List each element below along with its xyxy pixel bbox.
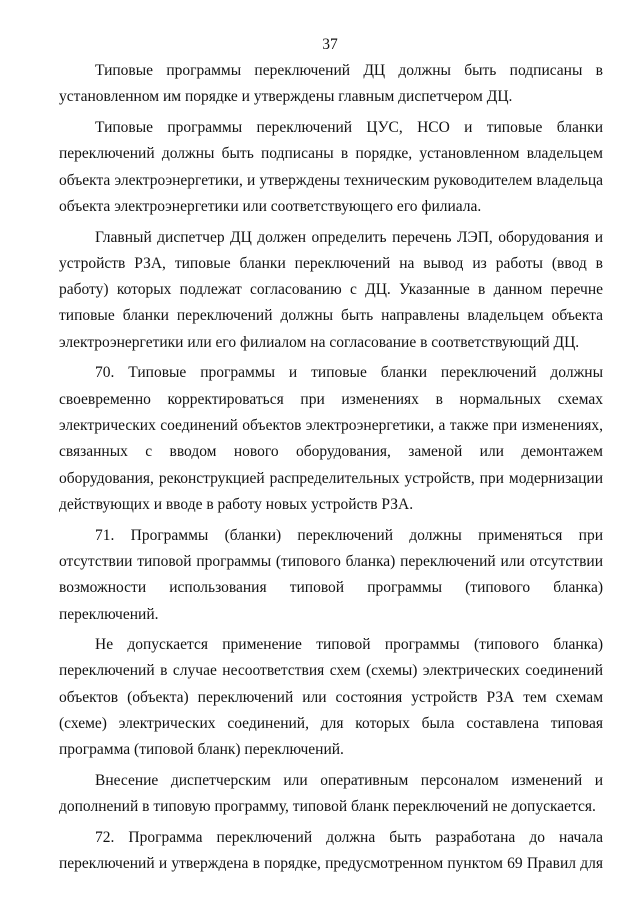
page-number: 37 [322, 36, 338, 53]
paragraph-item-70: 70. Типовые программы и типовые бланки переключений должны своевременно корректироваться при изменениях в нормальных схемах электрических соединений объектов электроэнергетики, а также при изменениях, связанных с вводом нового оборудования, заменой или демонтажем оборудования, реконструкцией распределительных устройств, при модернизации действующих и вводе в работу новых устройств РЗА. [59, 364, 603, 513]
document-body [59, 58, 603, 882]
paragraph-chief-dispatcher-list: Главный диспетчер ДЦ должен определить перечень ЛЭП, оборудования и устройств РЗА, типовые бланки переключений на вывод из работы (ввод в работу) которых подлежат согласованию с ДЦ. Указанные в данном перечне типовые бланки переключений должны быть направлены владельцем объекта электроэнергетики или его филиалом на согласование в соответствующий ДЦ. [59, 228, 603, 351]
paragraph-not-allowed-use: Не допускается применение типовой программы (типового бланка) переключений в случае несоответствия схем (схемы) электрических соединений объектов (объекта) переключений или состояния устройств РЗА тем схемам (схеме) электрических соединений, для которых была составлена типовая программа (типовой бланк) переключений. [59, 636, 603, 759]
paragraph-cus-nso-programs-approval: Типовые программы переключений ЦУС, НСО и типовые бланки переключений должны быть подписаны в порядке, установленном владельцем объекта электроэнергетики, и утверждены техническим руководителем владельца объекта электроэнергетики или соответствующего его филиала. [59, 118, 603, 215]
paragraph-item-71: 71. Программы (бланки) переключений должны применяться при отсутствии типовой программы (типового бланка) переключений или отсутствии возможности использования типовой программы (типового бланка) переключений. [59, 526, 603, 623]
paragraph-changes-not-allowed: Внесение диспетчерским или оперативным персоналом изменений и дополнений в типовую программу, типовой бланк переключений не допускается. [59, 772, 603, 816]
paragraph-item-72: 72. Программа переключений должна быть разработана до начала переключений и утверждена в порядке, предусмотренном пунктом 69 Правил для [59, 829, 603, 873]
paragraph-dc-programs-approval: Типовые программы переключений ДЦ должны быть подписаны в установленном им порядке и утверждены главным диспетчером ДЦ. [59, 62, 603, 106]
